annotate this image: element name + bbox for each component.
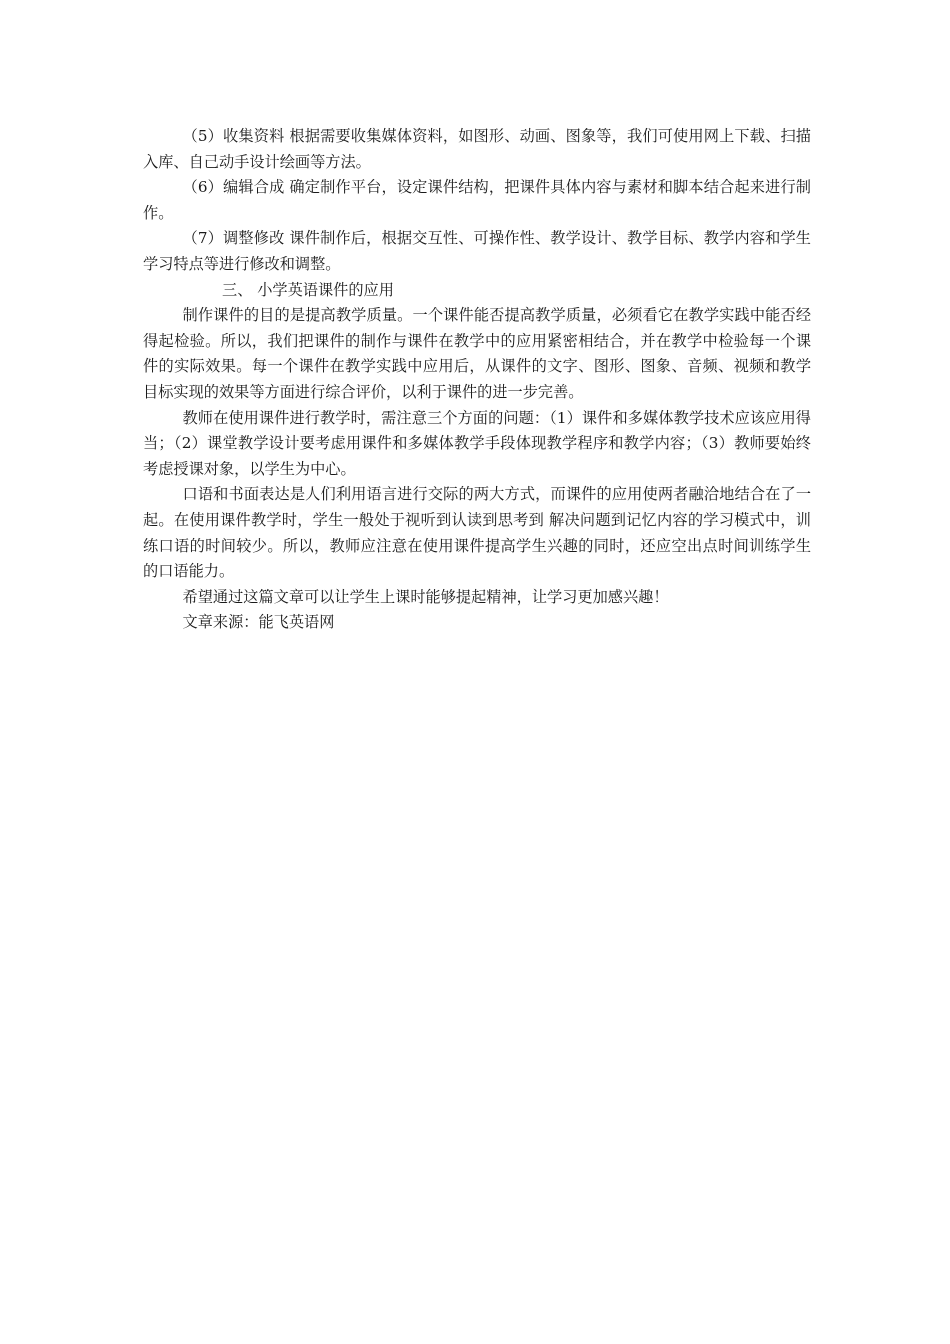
paragraph-oral-written: 口语和书面表达是人们利用语言进行交际的两大方式，而课件的应用使两者融洽地结合在了一起。在使用课件教学时，学生一般处于视听到认读到思考到 解决问题到记忆内容的学习模式中，训练口语的时间较少。所以，教师应注意在使用课件提高学生兴趣的同时，还应空出点时间训练学生的口语能力。: [143, 485, 811, 581]
paragraph-teacher-notes: 教师在使用课件进行教学时，需注意三个方面的问题：（1）课件和多媒体教学技术应该应用得当；（2）课堂教学设计要考虑用课件和多媒体教学手段体现教学程序和教学内容；（3）教师要始终考虑授课对象，以学生为中心。: [143, 408, 811, 478]
paragraph-step-6: （6）编辑合成 确定制作平台，设定课件结构，把课件具体内容与素材和脚本结合起来进行制作。: [143, 178, 811, 222]
paragraph-purpose: 制作课件的目的是提高教学质量。一个课件能否提高教学质量，必须看它在教学实践中能否经得起检验。所以，我们把课件的制作与课件在教学中的应用紧密相结合，并在教学中检验每一个课件的实际效果。每一个课件在教学实践中应用后，从课件的文字、图形、图象、音频、视频和教学目标实现的效果等方面进行综合评价，以利于课件的进一步完善。: [143, 306, 811, 401]
paragraph-closing: 希望通过这篇文章可以让学生上课时能够提起精神，让学习更加感兴趣！: [182, 587, 669, 606]
paragraph-step-5: （5）收集资料 根据需要收集媒体资料，如图形、动画、图象等，我们可使用网上下载、扫描入库、自己动手设计绘画等方法。: [143, 127, 811, 171]
source-line: 文章来源：能飞英语网: [182, 613, 335, 632]
document-page: [143, 124, 811, 636]
section-heading: 三、 小学英语课件的应用: [222, 280, 394, 299]
paragraph-step-7: （7）调整修改 课件制作后，根据交互性、可操作性、教学设计、教学目标、教学内容和学生学习特点等进行修改和调整。: [143, 229, 811, 273]
